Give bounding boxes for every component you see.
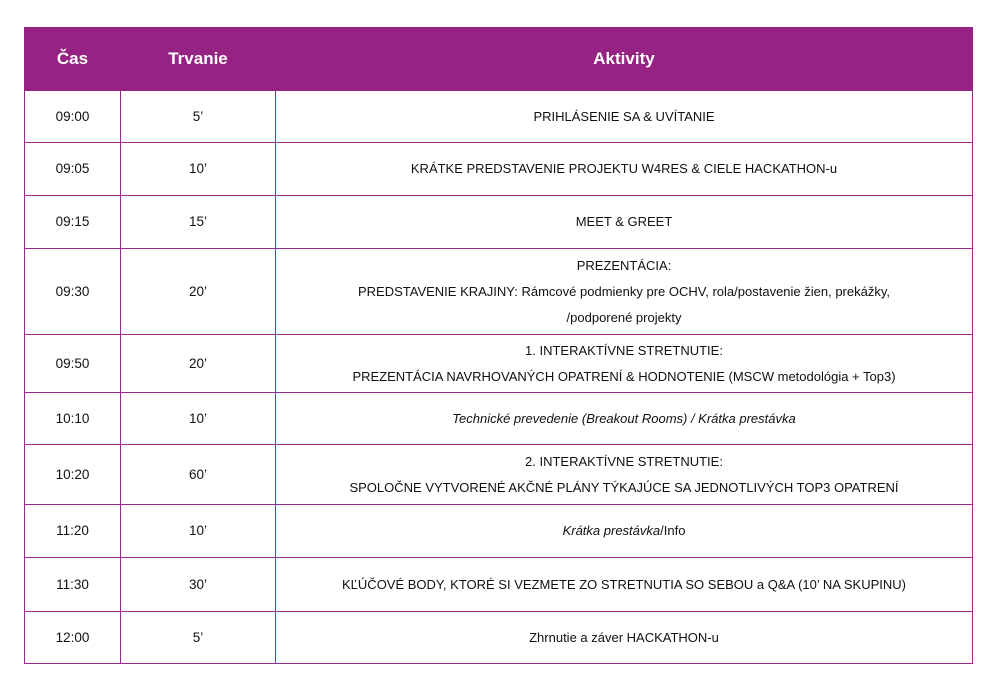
activity-line: /podporené projekty xyxy=(566,309,682,325)
activity-line: KĽÚČOVÉ BODY, KTORÉ SI VEZMETE ZO STRETNUTIA SO SEBOU a Q&A (10’ NA SKUPINU) xyxy=(342,576,906,592)
activity-line: PREZENTÁCIA: xyxy=(576,257,672,273)
row-time: 09:00 xyxy=(25,91,121,143)
agenda-table xyxy=(24,27,973,664)
row-duration: 5’ xyxy=(121,91,276,143)
row-time: 10:10 xyxy=(25,393,121,445)
row-duration: 10’ xyxy=(121,393,276,445)
row-activity xyxy=(276,393,973,445)
table-row xyxy=(25,393,973,445)
activity-line: 2. INTERAKTÍVNE STRETNUTIE: xyxy=(525,453,723,469)
table-row xyxy=(25,505,973,558)
row-duration: 60’ xyxy=(121,445,276,505)
header-activities: Aktivity xyxy=(276,28,973,91)
row-activity xyxy=(276,612,973,664)
row-time: 12:00 xyxy=(25,612,121,664)
table-row xyxy=(25,445,973,505)
activity-line: /Info xyxy=(660,523,686,538)
row-time: 11:30 xyxy=(25,558,121,612)
row-time: 11:20 xyxy=(25,505,121,558)
row-activity xyxy=(276,196,973,249)
activity-line: MEET & GREET xyxy=(575,214,673,229)
table-row xyxy=(25,91,973,143)
row-activity xyxy=(276,445,973,505)
row-time: 09:05 xyxy=(25,143,121,196)
row-duration: 20’ xyxy=(121,249,276,335)
activity-line: Technické prevedenie (Breakout Rooms) / Krátka prestávka xyxy=(452,410,796,426)
header-time: Čas xyxy=(25,28,121,91)
activity-line: KRÁTKE PREDSTAVENIE PROJEKTU W4RES & CIELE HACKATHON-u xyxy=(410,161,838,176)
activity-line: SPOLOČNE VYTVORENÉ AKČNÉ PLÁNY TÝKAJÚCE SA JEDNOTLIVÝCH TOP3 OPATRENÍ xyxy=(349,479,899,495)
row-duration: 10’ xyxy=(121,143,276,196)
table-row xyxy=(25,558,973,612)
row-duration: 30’ xyxy=(121,558,276,612)
row-activity xyxy=(276,91,973,143)
row-time: 09:15 xyxy=(25,196,121,249)
activity-line: 1. INTERAKTÍVNE STRETNUTIE: xyxy=(525,342,723,358)
row-time: 09:30 xyxy=(25,249,121,335)
row-duration: 20’ xyxy=(121,335,276,393)
table-row xyxy=(25,249,973,335)
table-row xyxy=(25,196,973,249)
row-duration: 15’ xyxy=(121,196,276,249)
activity-line: Zhrnutie a záver HACKATHON-u xyxy=(529,629,719,645)
activity-line: Krátka prestávka xyxy=(562,523,661,538)
activity-line: PREZENTÁCIA NAVRHOVANÝCH OPATRENÍ & HODNOTENIE (MSCW metodológia + Top3) xyxy=(352,368,896,384)
row-time: 09:50 xyxy=(25,335,121,393)
activity-line: PREDSTAVENIE KRAJINY: Rámcové podmienky pre OCHV, rola/postavenie žien, prekážky, xyxy=(357,283,890,299)
row-activity xyxy=(276,249,973,335)
row-activity xyxy=(276,505,973,558)
row-duration: 10’ xyxy=(121,505,276,558)
row-activity xyxy=(276,558,973,612)
activity-line: PRIHLÁSENIE SA & UVÍTANIE xyxy=(533,108,715,124)
row-duration: 5’ xyxy=(121,612,276,664)
row-activity xyxy=(276,335,973,393)
header-row xyxy=(25,28,973,91)
row-activity xyxy=(276,143,973,196)
header-duration: Trvanie xyxy=(121,28,276,91)
row-time: 10:20 xyxy=(25,445,121,505)
table-row xyxy=(25,335,973,393)
table-row xyxy=(25,143,973,196)
table-row xyxy=(25,612,973,664)
